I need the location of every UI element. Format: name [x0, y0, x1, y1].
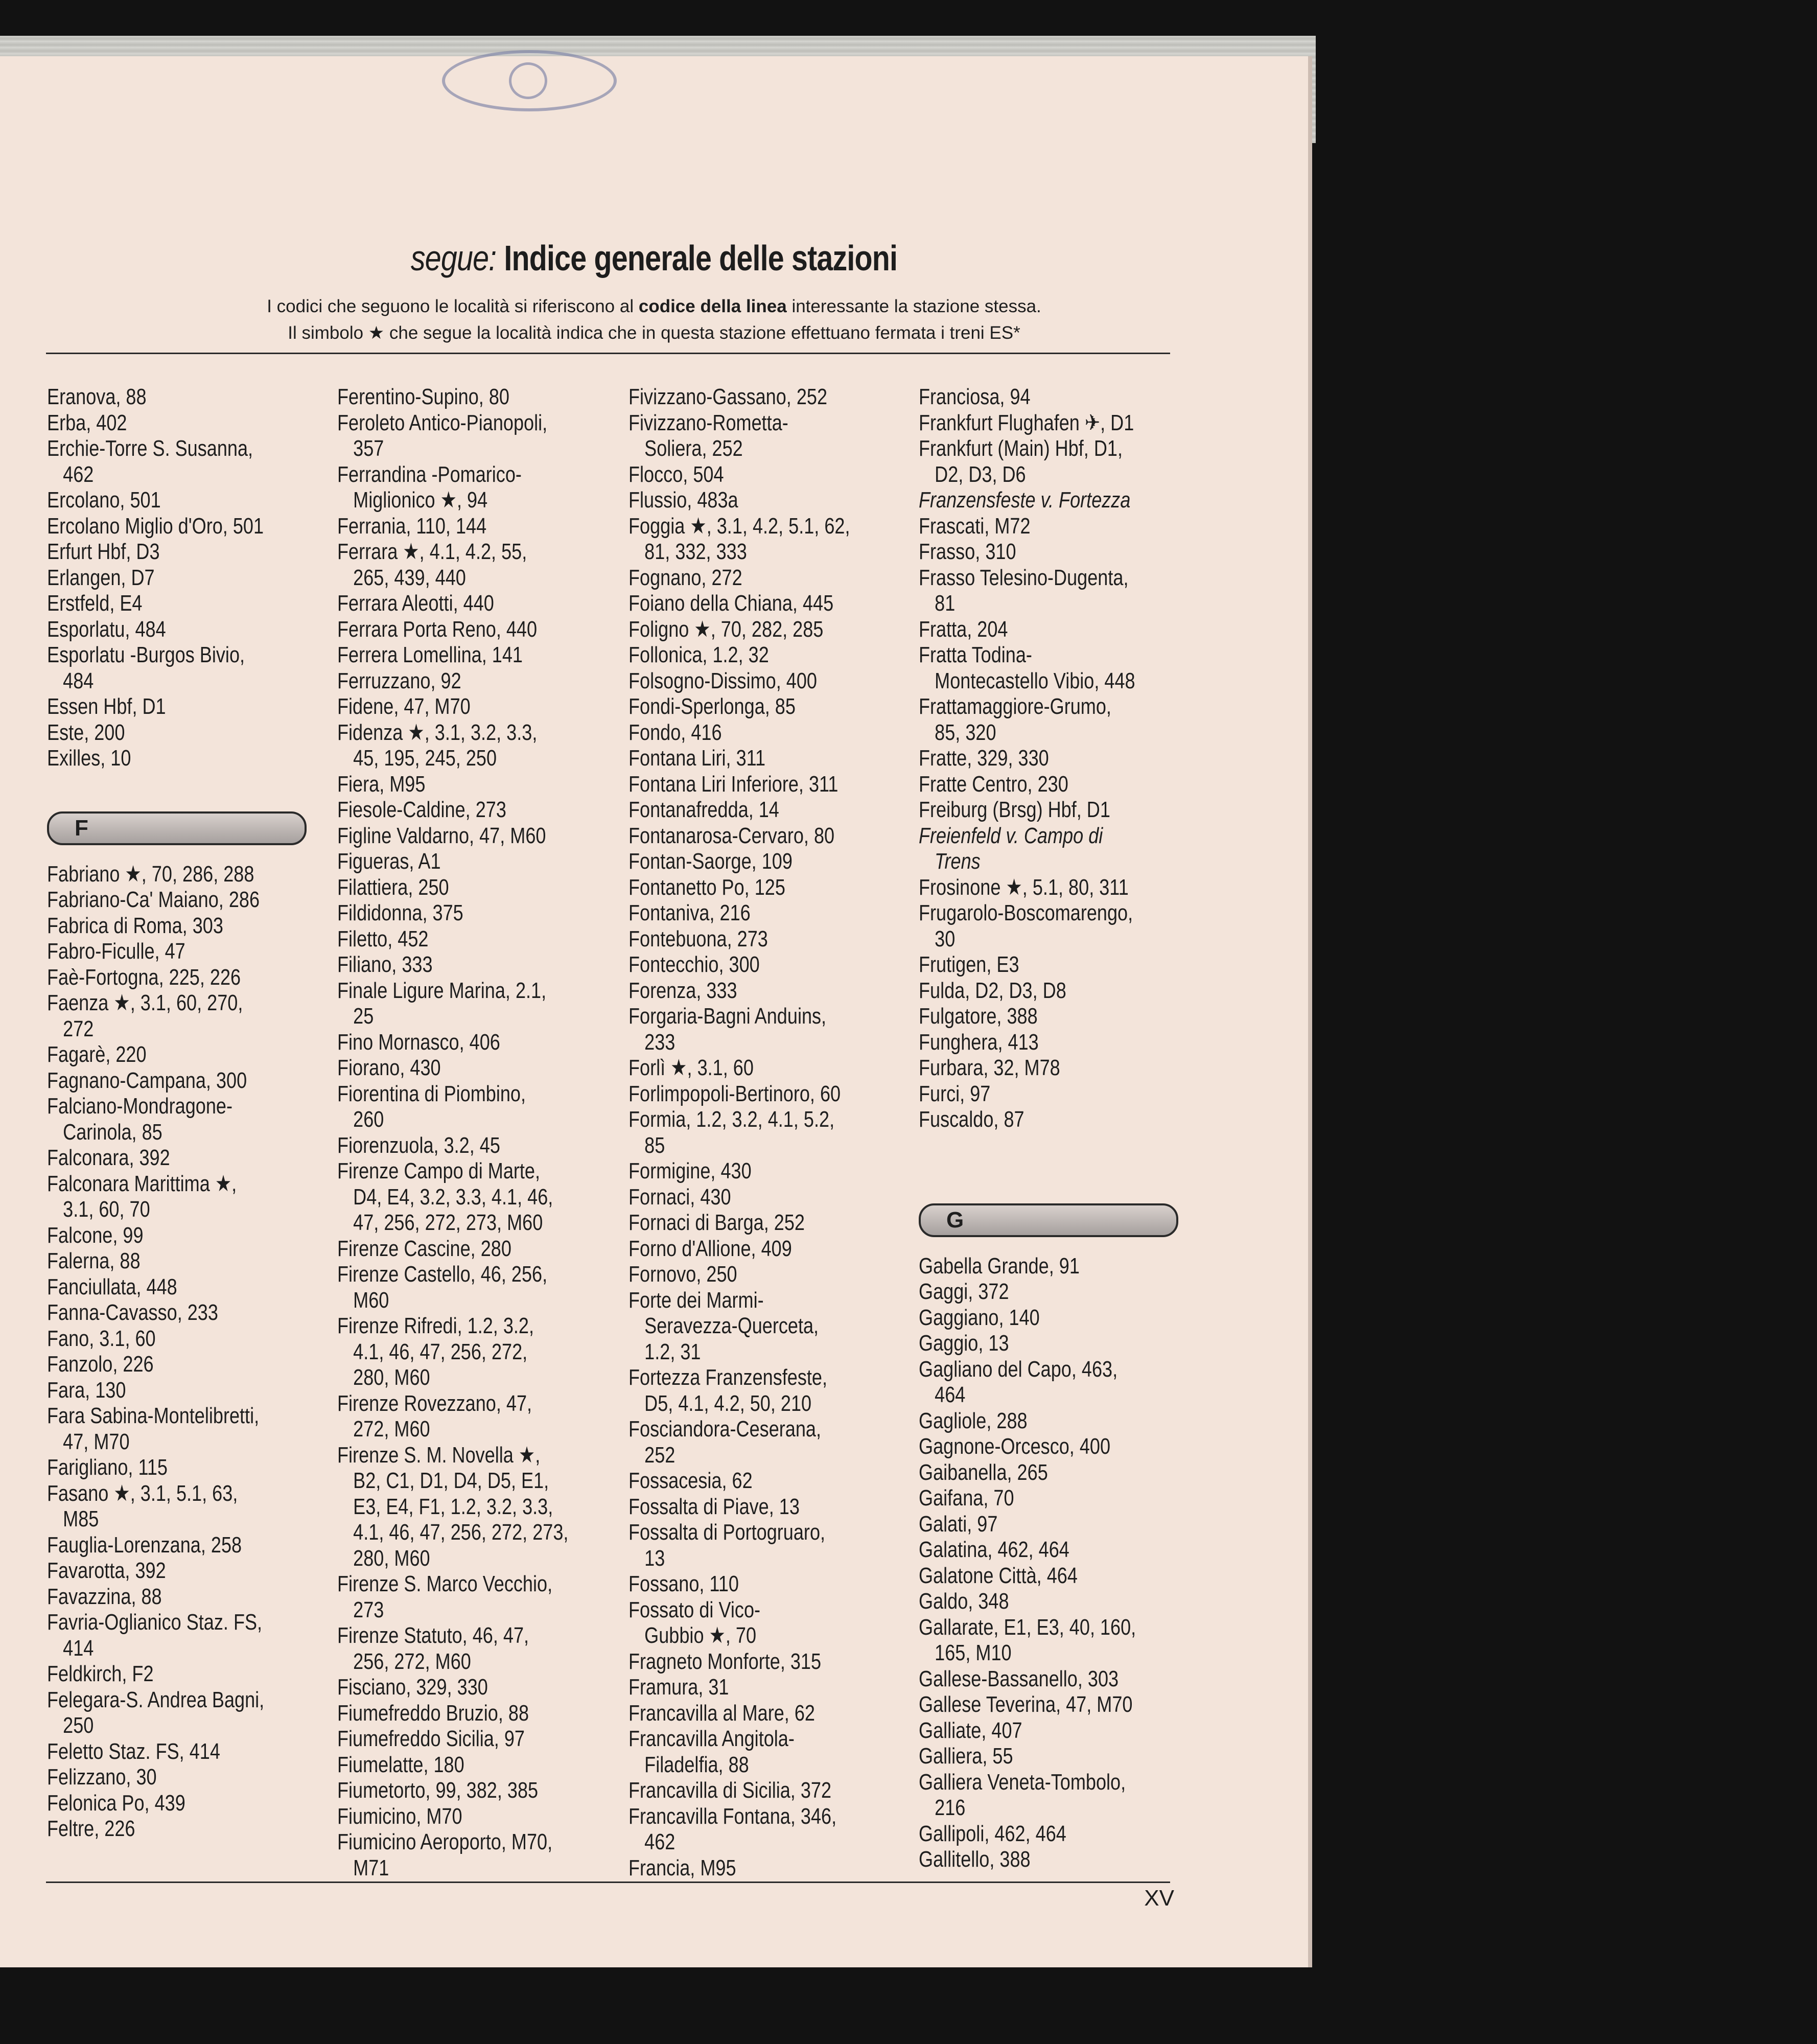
index-entry: Essen Hbf, D1: [47, 694, 166, 719]
index-entry: Fornovo, 250: [628, 1262, 737, 1287]
index-entry: Fiorano, 430: [337, 1055, 441, 1080]
index-entry-continuation: E3, E4, F1, 1.2, 3.2, 3.3,: [353, 1494, 553, 1519]
index-entry: Fiumelatte, 180: [337, 1752, 464, 1777]
index-entry: Felizzano, 30: [47, 1764, 157, 1790]
index-entry: Este, 200: [47, 719, 125, 745]
index-entry: Gagnone-Orcesco, 400: [919, 1434, 1111, 1459]
index-entry: Fontaniva, 216: [628, 900, 751, 925]
index-entry: Firenze Castello, 46, 256,: [337, 1262, 548, 1287]
index-entry: Galliera, 55: [919, 1744, 1013, 1769]
index-entry: Erba, 402: [47, 410, 127, 435]
index-column-1: [47, 384, 333, 1842]
index-entry-continuation: 81: [935, 591, 956, 616]
index-entry: Funghera, 413: [919, 1029, 1039, 1055]
index-entry: Ferrara Aleotti, 440: [337, 591, 494, 616]
index-entry-continuation: 462: [644, 1829, 675, 1854]
index-entry: Fanzolo, 226: [47, 1352, 154, 1377]
index-entry: Frasso, 310: [919, 539, 1016, 564]
index-entry-continuation: 462: [63, 461, 94, 487]
index-entry-continuation: Filadelfia, 88: [644, 1752, 749, 1777]
index-entry: Follonica, 1.2, 32: [628, 642, 769, 667]
index-entry: Falerna, 88: [47, 1248, 141, 1273]
index-entry: Galliate, 407: [919, 1717, 1022, 1743]
index-entry: Fontanetto Po, 125: [628, 874, 785, 900]
index-entry-continuation: D5, 4.1, 4.2, 50, 210: [644, 1390, 812, 1416]
index-entry: Ferrandina -Pomarico-: [337, 461, 522, 487]
index-entry: Faenza ★, 3.1, 60, 270,: [47, 990, 243, 1015]
index-entry-continuation: 30: [935, 926, 956, 951]
index-entry: Fratta, 204: [919, 616, 1008, 642]
note-line-2: Il simbolo ★ che segue la località indica che in questa stazione effettuano fermata i treni ES*: [288, 323, 1020, 343]
index-entry-continuation: 233: [644, 1029, 675, 1055]
index-entry: Fornaci di Barga, 252: [628, 1210, 805, 1235]
index-entry: Fortezza Franzensfeste,: [628, 1365, 828, 1390]
index-entry: Fanciullata, 448: [47, 1274, 177, 1299]
index-entry: Fiumefreddo Sicilia, 97: [337, 1726, 525, 1751]
index-entry: Foiano della Chiana, 445: [628, 591, 834, 616]
index-entry-continuation: D4, E4, 3.2, 3.3, 4.1, 46,: [353, 1184, 553, 1210]
index-entry: Gaifana, 70: [919, 1485, 1014, 1511]
index-entry: Falcone, 99: [47, 1222, 144, 1248]
index-entry-continuation: 414: [63, 1635, 94, 1661]
index-entry: Fauglia-Lorenzana, 258: [47, 1532, 242, 1558]
index-entry-continuation: 81, 332, 333: [644, 539, 747, 564]
index-entry: Frasso Telesino-Dugenta,: [919, 565, 1129, 590]
index-entry: Exilles, 10: [47, 746, 131, 771]
index-entry-continuation: M60: [353, 1287, 389, 1313]
index-entry: Fiorentina di Piombino,: [337, 1081, 526, 1106]
index-entry: Fabriano-Ca' Maiano, 286: [47, 887, 260, 912]
index-entry: Galdo, 348: [919, 1589, 1009, 1614]
column-spacer: [919, 1164, 1205, 1194]
index-entry: Flussio, 483a: [628, 487, 738, 513]
index-entry: Feletto Staz. FS, 414: [47, 1738, 220, 1764]
index-entry: Fabriano ★, 70, 286, 288: [47, 861, 254, 887]
index-entry-continuation: 280, M60: [353, 1545, 430, 1571]
page-title: [118, 238, 1190, 278]
index-entry-continuation: M71: [353, 1855, 389, 1880]
index-entry: Gabella Grande, 91: [919, 1253, 1080, 1279]
index-entry: Fara, 130: [47, 1377, 126, 1403]
index-entry: Fiumetorto, 99, 382, 385: [337, 1778, 539, 1803]
index-entry-continuation: 25: [353, 1004, 374, 1029]
index-entry: Fossalta di Portogruaro,: [628, 1520, 826, 1545]
index-entry: Fiumefreddo Bruzio, 88: [337, 1700, 529, 1726]
index-entry: Frosinone ★, 5.1, 80, 311: [919, 874, 1129, 900]
index-entry: Frascati, M72: [919, 513, 1031, 539]
index-entry: Framura, 31: [628, 1675, 729, 1700]
index-entry: Fidenza ★, 3.1, 3.2, 3.3,: [337, 719, 538, 745]
index-entry: Felegara-S. Andrea Bagni,: [47, 1687, 265, 1712]
index-entry: Galatina, 462, 464: [919, 1537, 1069, 1562]
index-entry: Filetto, 452: [337, 926, 429, 951]
index-entry-continuation: 4.1, 46, 47, 256, 272,: [353, 1339, 528, 1364]
index-entry: Fondi-Sperlonga, 85: [628, 694, 796, 719]
index-entry: Frattamaggiore-Grumo,: [919, 694, 1111, 719]
index-entry-continuation: 272: [63, 1016, 94, 1041]
index-entry: Fontana Liri Inferiore, 311: [628, 771, 838, 797]
index-entry: Franciosa, 94: [919, 384, 1031, 409]
index-entry-continuation: 1.2, 31: [644, 1339, 701, 1364]
index-entry: Ferrera Lomellina, 141: [337, 642, 523, 667]
index-entry-continuation: 265, 439, 440: [353, 565, 466, 590]
index-entry: Finale Ligure Marina, 2.1,: [337, 978, 547, 1003]
index-entry-continuation: 47, M70: [63, 1429, 130, 1454]
index-entry: Falconara Marittima ★,: [47, 1171, 237, 1196]
index-entry: Favria-Oglianico Staz. FS,: [47, 1610, 263, 1635]
index-entry: Esporlatu -Burgos Bivio,: [47, 642, 245, 667]
index-entry-continuation: Seravezza-Querceta,: [644, 1313, 819, 1338]
index-entry: Galati, 97: [919, 1511, 998, 1537]
index-entry: Fratte Centro, 230: [919, 771, 1068, 797]
index-entry: Furci, 97: [919, 1081, 991, 1106]
index-entry: Fontana Liri, 311: [628, 746, 766, 771]
index-entry-continuation: 252: [644, 1442, 675, 1468]
index-entry-continuation: Gubbio ★, 70: [644, 1623, 757, 1648]
index-entry: Firenze Statuto, 46, 47,: [337, 1623, 529, 1648]
index-entry: Fabrica di Roma, 303: [47, 913, 223, 938]
index-entry: Folsogno-Dissimo, 400: [628, 668, 817, 693]
index-entry: Firenze S. M. Novella ★,: [337, 1442, 541, 1468]
index-entry: Fontan-Saorge, 109: [628, 849, 793, 874]
index-entry: Gagliano del Capo, 463,: [919, 1356, 1118, 1382]
index-entry: Ercolano Miglio d'Oro, 501: [47, 513, 264, 539]
index-entry: Fulda, D2, D3, D8: [919, 978, 1066, 1003]
index-entry-continuation: 47, 256, 272, 273, M60: [353, 1210, 543, 1235]
index-entry-continuation: 85: [644, 1132, 665, 1158]
section-letter-g: [919, 1203, 1178, 1237]
index-entry-continuation: 3.1, 60, 70: [63, 1197, 150, 1222]
index-entry: Fontebuona, 273: [628, 926, 768, 951]
index-entry-continuation: 165, M10: [935, 1640, 1012, 1665]
index-entry-continuation: 260: [353, 1107, 384, 1132]
index-entry: Erchie-Torre S. Susanna,: [47, 436, 253, 461]
index-entry: Firenze Rovezzano, 47,: [337, 1390, 532, 1416]
index-entry: Favarotta, 392: [47, 1558, 166, 1583]
index-entry: Gagliole, 288: [919, 1408, 1028, 1433]
index-entry: Firenze S. Marco Vecchio,: [337, 1571, 553, 1596]
index-entry: Ferrania, 110, 144: [337, 513, 487, 539]
index-entry: Eranova, 88: [47, 384, 147, 409]
index-entry: Franzensfeste v. Fortezza: [919, 487, 1131, 513]
index-entry: Fondo, 416: [628, 719, 722, 745]
index-entry: Erstfeld, E4: [47, 591, 143, 616]
index-entry-continuation: 256, 272, M60: [353, 1648, 471, 1674]
index-entry: Ferrara Porta Reno, 440: [337, 616, 538, 642]
index-entry: Francavilla al Mare, 62: [628, 1700, 815, 1726]
index-entry-continuation: 484: [63, 668, 94, 693]
index-entry-continuation: 273: [353, 1597, 384, 1622]
index-entry: Figline Valdarno, 47, M60: [337, 823, 546, 848]
index-entry: Fisciano, 329, 330: [337, 1675, 488, 1700]
index-entry: Feroleto Antico-Pianopoli,: [337, 410, 548, 435]
index-entry: Fagarè, 220: [47, 1042, 147, 1067]
index-entry: Feltre, 226: [47, 1816, 135, 1841]
index-entry: Figueras, A1: [337, 849, 441, 874]
index-entry: Favazzina, 88: [47, 1584, 162, 1609]
index-entry: Fosciandora-Ceserana,: [628, 1416, 822, 1442]
index-entry: Filiano, 333: [337, 952, 433, 977]
index-entry: Galatone Città, 464: [919, 1563, 1078, 1588]
index-entry: Gaibanella, 265: [919, 1459, 1048, 1485]
index-entry: Felonica Po, 439: [47, 1790, 185, 1816]
index-entry: Ferrara ★, 4.1, 4.2, 55,: [337, 539, 527, 564]
index-entry-continuation: 85, 320: [935, 719, 996, 745]
title-lead: segue:: [410, 238, 497, 278]
library-stamp: [442, 50, 617, 111]
index-entry: Forgaria-Bagni Anduins,: [628, 1004, 827, 1029]
index-entry-continuation: 216: [935, 1795, 966, 1820]
index-entry: Fagnano-Campana, 300: [47, 1067, 247, 1093]
index-entry: Gaggiano, 140: [919, 1305, 1040, 1330]
index-entry: Francavilla Angitola-: [628, 1726, 795, 1751]
index-entry-continuation: Miglionico ★, 94: [353, 487, 488, 513]
section-letter-label: G: [946, 1207, 964, 1233]
index-entry-continuation: 45, 195, 245, 250: [353, 746, 497, 771]
index-entry: Fuscaldo, 87: [919, 1107, 1024, 1132]
index-entry: Fiumicino, M70: [337, 1803, 462, 1829]
index-entry: Fidene, 47, M70: [337, 694, 471, 719]
index-entry: Francavilla Fontana, 346,: [628, 1803, 837, 1829]
index-entry: Fara Sabina-Montelibretti,: [47, 1403, 260, 1428]
index-entry: Flocco, 504: [628, 461, 724, 487]
index-entry: Fossacesia, 62: [628, 1468, 753, 1493]
index-entry-continuation: Montecastello Vibio, 448: [935, 668, 1135, 693]
index-entry: Fabro-Ficulle, 47: [47, 939, 185, 964]
index-entry: Fiumicino Aeroporto, M70,: [337, 1829, 553, 1854]
bottom-rule: [46, 1882, 1170, 1883]
index-entry: Formigine, 430: [628, 1158, 752, 1183]
index-entry: Frugarolo-Boscomarengo,: [919, 900, 1133, 925]
index-entry: Frankfurt (Main) Hbf, D1,: [919, 436, 1123, 461]
index-entry: Freienfeld v. Campo di: [919, 823, 1103, 848]
index-entry: Fulgatore, 388: [919, 1004, 1038, 1029]
index-entry: Forte dei Marmi-: [628, 1287, 764, 1313]
index-entry: Fano, 3.1, 60: [47, 1326, 156, 1351]
index-entry: Fontecchio, 300: [628, 952, 760, 977]
index-entry: Fratte, 329, 330: [919, 746, 1049, 771]
index-entry: Fratta Todina-: [919, 642, 1032, 667]
index-entry-continuation: 464: [935, 1382, 966, 1407]
index-entry: Forenza, 333: [628, 978, 737, 1003]
index-entry: Gallarate, E1, E3, 40, 160,: [919, 1614, 1136, 1640]
note-line-1: I codici che seguono le località si riferiscono al codice della linea interessante la stazione stessa.: [267, 296, 1041, 316]
index-entry: Fiesole-Caldine, 273: [337, 797, 506, 822]
index-entry: Ercolano, 501: [47, 487, 161, 513]
index-column-2: [337, 384, 623, 1881]
index-entry-continuation: D2, D3, D6: [935, 461, 1026, 487]
index-entry: Fino Mornasco, 406: [337, 1029, 500, 1055]
index-entry: Galliera Veneta-Tombolo,: [919, 1769, 1126, 1795]
index-entry-continuation: 280, M60: [353, 1365, 430, 1390]
column-spacer: [919, 1133, 1205, 1164]
index-entry-continuation: 357: [353, 436, 384, 461]
index-column-4: [919, 384, 1205, 1873]
title-text: Indice generale delle stazioni: [504, 238, 898, 278]
index-entry: Filattiera, 250: [337, 874, 449, 900]
index-entry: Fildidonna, 375: [337, 900, 463, 925]
index-entry: Fiera, M95: [337, 771, 426, 797]
index-entry-continuation: Carinola, 85: [63, 1119, 162, 1145]
index-entry: Firenze Campo di Marte,: [337, 1158, 541, 1183]
index-entry: Esporlatu, 484: [47, 616, 166, 642]
index-entry: Falconara, 392: [47, 1145, 170, 1170]
index-entry: Ferentino-Supino, 80: [337, 384, 509, 409]
index-entry: Fossato di Vico-: [628, 1597, 761, 1622]
index-entry: Francia, M95: [628, 1855, 736, 1880]
index-entry: Firenze Cascine, 280: [337, 1236, 511, 1261]
index-entry: Faè-Fortogna, 225, 226: [47, 964, 241, 990]
section-letter-f: [47, 811, 307, 845]
index-entry: Fiorenzuola, 3.2, 45: [337, 1132, 500, 1158]
index-entry: Frutigen, E3: [919, 952, 1019, 977]
index-entry: Fontanafredda, 14: [628, 797, 779, 822]
index-entry-continuation: 4.1, 46, 47, 256, 272, 273,: [353, 1520, 569, 1545]
index-entry: Frankfurt Flughafen ✈, D1: [919, 410, 1134, 435]
index-entry-continuation: M85: [63, 1506, 99, 1531]
index-entry-continuation: Trens: [935, 849, 981, 874]
index-entry: Gaggio, 13: [919, 1331, 1009, 1356]
index-entry: Gallese-Bassanello, 303: [919, 1666, 1119, 1691]
index-entry: Erlangen, D7: [47, 565, 155, 590]
index-entry: Forlimpopoli-Bertinoro, 60: [628, 1081, 841, 1106]
index-entry-continuation: 250: [63, 1713, 94, 1738]
index-entry: Foligno ★, 70, 282, 285: [628, 616, 824, 642]
index-entry: Fragneto Monforte, 315: [628, 1648, 822, 1674]
index-entry: Fasano ★, 3.1, 5.1, 63,: [47, 1480, 238, 1506]
index-entry: Ferruzzano, 92: [337, 668, 461, 693]
index-entry: Fornaci, 430: [628, 1184, 731, 1210]
index-entry: Farigliano, 115: [47, 1455, 168, 1480]
index-entry: Formia, 1.2, 3.2, 4.1, 5.2,: [628, 1107, 835, 1132]
index-entry: Freiburg (Brsg) Hbf, D1: [919, 797, 1110, 822]
index-entry: Gaggi, 372: [919, 1279, 1009, 1304]
index-entry: Fossano, 110: [628, 1571, 739, 1596]
index-entry: Fivizzano-Gassano, 252: [628, 384, 828, 409]
index-entry-continuation: Soliera, 252: [644, 436, 743, 461]
index-entry-continuation: B2, C1, D1, D4, D5, E1,: [353, 1468, 549, 1493]
index-entry-continuation: 272, M60: [353, 1416, 430, 1442]
index-entry: Fognano, 272: [628, 565, 742, 590]
index-entry: Falciano-Mondragone-: [47, 1094, 233, 1119]
index-entry: Feldkirch, F2: [47, 1661, 154, 1686]
index-column-3: [628, 384, 915, 1881]
index-entry-continuation: 13: [644, 1545, 665, 1571]
index-entry: Gallitello, 388: [919, 1847, 1031, 1872]
index-entry: Fossalta di Piave, 13: [628, 1494, 800, 1519]
index-entry: Forno d'Allione, 409: [628, 1236, 792, 1261]
index-entry: Francavilla di Sicilia, 372: [628, 1778, 832, 1803]
index-entry: Firenze Rifredi, 1.2, 3.2,: [337, 1313, 534, 1338]
index-entry: Furbara, 32, M78: [919, 1055, 1060, 1080]
index-entry: Gallipoli, 462, 464: [919, 1821, 1066, 1846]
section-letter-label: F: [75, 815, 88, 841]
index-entry: Fontanarosa-Cervaro, 80: [628, 823, 835, 848]
index-entry: Foggia ★, 3.1, 4.2, 5.1, 62,: [628, 513, 850, 539]
index-entry: Gallese Teverina, 47, M70: [919, 1692, 1133, 1717]
index-entry: Erfurt Hbf, D3: [47, 539, 160, 564]
top-rule: [46, 353, 1170, 354]
column-spacer: [47, 772, 333, 802]
index-entry: Fivizzano-Rometta-: [628, 410, 788, 435]
page-number: XV: [1144, 1886, 1174, 1911]
index-entry: Fanna-Cavasso, 233: [47, 1300, 218, 1325]
index-entry: Forlì ★, 3.1, 60: [628, 1055, 754, 1080]
